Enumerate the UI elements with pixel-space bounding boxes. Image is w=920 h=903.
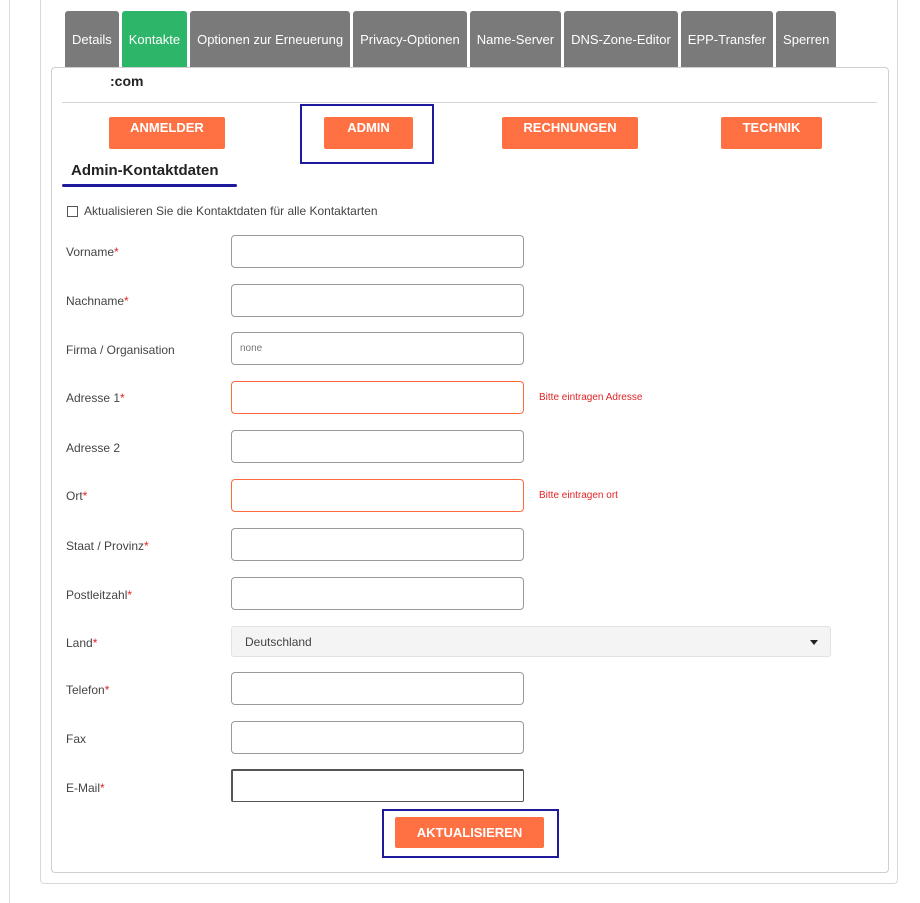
adresse1-input[interactable]	[231, 381, 524, 414]
firma-input[interactable]: none	[231, 332, 524, 365]
tab-name-server[interactable]: Name-Server	[470, 11, 561, 67]
aktualisieren-button[interactable]: AKTUALISIEREN	[395, 817, 544, 848]
tab-privacy-options[interactable]: Privacy-Optionen	[353, 11, 467, 67]
staat-input[interactable]	[231, 528, 524, 561]
firma-label: Firma / Organisation	[66, 343, 175, 357]
tab-sperren[interactable]: Sperren	[776, 11, 836, 67]
contact-type-technik-button[interactable]: TECHNIK	[721, 117, 822, 149]
contact-type-rechnungen-button[interactable]: RECHNUNGEN	[502, 117, 638, 149]
land-select[interactable]	[231, 626, 831, 657]
adresse1-label: Adresse 1*	[66, 391, 125, 405]
land-selected-value: Deutschland	[245, 634, 312, 649]
ort-error: Bitte eintragen ort	[539, 490, 618, 501]
update-all-checkbox[interactable]	[67, 206, 78, 217]
tab-dns-zone-editor[interactable]: DNS-Zone-Editor	[564, 11, 678, 67]
update-all-label: Aktualisieren Sie die Kontaktdaten für alle Kontaktarten	[84, 204, 378, 218]
adresse2-label: Adresse 2	[66, 441, 121, 455]
telefon-label: Telefon*	[66, 683, 110, 697]
adresse1-error: Bitte eintragen Adresse	[539, 392, 643, 403]
update-all-row	[67, 204, 378, 218]
nachname-label: Nachname*	[66, 294, 129, 308]
chevron-down-icon	[810, 640, 818, 645]
plz-input[interactable]	[231, 577, 524, 610]
tab-renewal-options[interactable]: Optionen zur Erneuerung	[190, 11, 350, 67]
submit-highlight-box	[382, 809, 559, 858]
domain-tabs	[65, 11, 836, 67]
fax-input[interactable]	[231, 721, 524, 754]
telefon-input[interactable]	[231, 672, 524, 705]
tab-details[interactable]: Details	[65, 11, 119, 67]
land-label: Land*	[66, 636, 98, 650]
divider	[62, 102, 877, 103]
email-input[interactable]	[231, 769, 524, 802]
adresse2-input[interactable]	[231, 430, 524, 463]
tab-epp-transfer[interactable]: EPP-Transfer	[681, 11, 773, 67]
contact-type-anmelder-button[interactable]: ANMELDER	[109, 117, 225, 149]
vorname-input[interactable]	[231, 235, 524, 268]
email-label: E-Mail*	[66, 781, 105, 795]
admin-highlight-box	[300, 104, 434, 164]
domain-name: :com	[110, 73, 144, 89]
contact-type-admin-button[interactable]: ADMIN	[324, 117, 413, 149]
ort-label: Ort*	[66, 489, 88, 503]
fax-label: Fax	[66, 732, 87, 746]
section-title: Admin-Kontaktdaten	[71, 162, 219, 179]
plz-label: Postleitzahl*	[66, 588, 133, 602]
ort-input[interactable]	[231, 479, 524, 512]
page-left-border	[9, 0, 10, 903]
tab-kontakte[interactable]: Kontakte	[122, 11, 187, 67]
nachname-input[interactable]	[231, 284, 524, 317]
staat-label: Staat / Provinz*	[66, 539, 149, 553]
section-title-underline	[62, 184, 237, 187]
vorname-label: Vorname*	[66, 245, 119, 259]
